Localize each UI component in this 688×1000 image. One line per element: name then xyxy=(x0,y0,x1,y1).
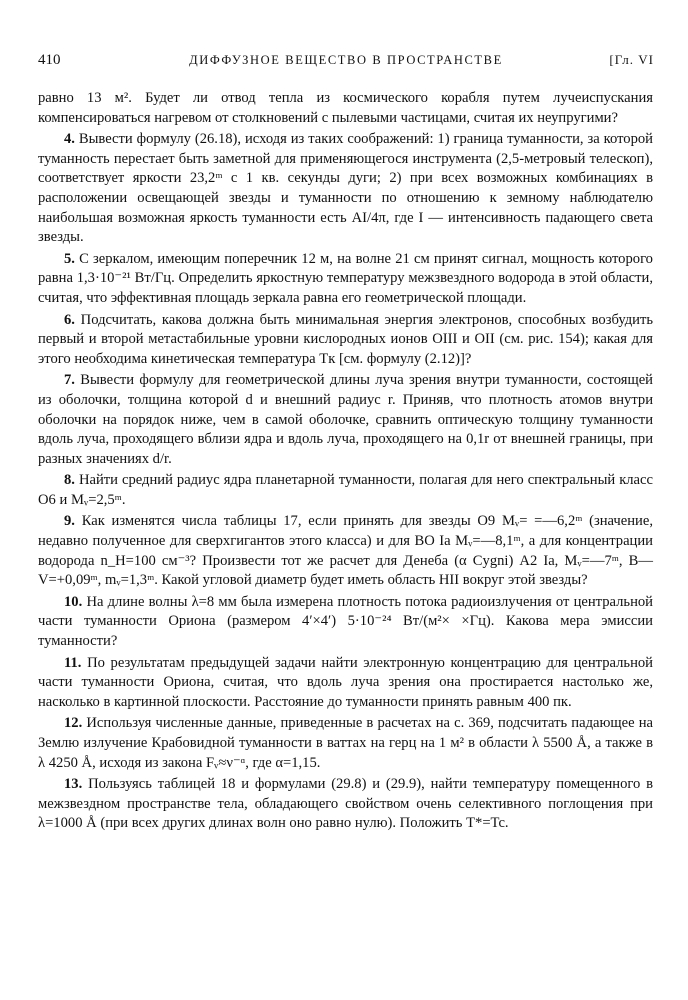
problem-text: Найти средний радиус ядра планетарной туманности, полагая для него спектральный класс O6 и Mᵥ=2,5ᵐ. xyxy=(38,472,653,508)
problem-13 xyxy=(38,775,653,834)
problem-number: 7. xyxy=(64,372,75,389)
problem-text: Подсчитать, какова должна быть минимальная энергия электронов, способных возбудить первый и второй метастабильные уровни кислородных ионов OIII и OII (см. рис. 154); какая для этого необходима кинетическая температура Tк [см. формулу (2.12)]? xyxy=(38,311,653,367)
chapter-label: [Гл. VI xyxy=(609,52,654,67)
problem-12 xyxy=(38,714,653,773)
problem-11 xyxy=(38,654,653,713)
problem-8 xyxy=(38,471,653,510)
problem-continuation xyxy=(38,89,653,128)
problem-number: 11. xyxy=(64,654,82,671)
problem-text: Как изменятся числа таблицы 17, если принять для звезды O9 Mᵥ= =—6,2ᵐ (значение, недавно полученное для сверхгигантов этого класса) и для BO Ia Mᵥ=—8,1ᵐ, а для концентрации водорода n_H=100 см⁻³? Произвести тот же расчет для Денеба (α Cygni) A2 Ia, Mᵥ=—7ᵐ, B—V=+0,09ᵐ, mᵥ=1,3ᵐ. Какой угловой диаметр будет иметь область HII вокруг этой звезды? xyxy=(38,513,653,589)
problem-number: 12. xyxy=(64,715,83,732)
problem-number: 8. xyxy=(64,472,75,489)
problem-text: равно 13 м². Будет ли отвод тепла из космического корабля путем лучеиспускания компенсироваться нагревом от столкновений с пылевыми частицами, считая их неупругими? xyxy=(38,90,653,126)
problem-number: 13. xyxy=(64,776,83,793)
problem-text: Используя численные данные, приведенные в расчетах на с. 369, подсчитать падающее на Землю излучение Крабовидной туманности в ваттах на герц на 1 м² в области λ 5500 Å, а также в λ 4250 Å, исходя из закона Fᵥ≈ν⁻ᵅ, где α=1,15. xyxy=(38,715,653,771)
problem-text: Вывести формулу для геометрической длины луча зрения внутри туманности, состоящей из оболочки, толщина которой d и внешний радиус r. Приняв, что плотность атомов внутри оболочки на порядок ниже, чем в самой оболочке, сравнить оптическую толщину туманности вдоль луча, проходящего вблизи ядра и вдоль луча, проходящего на 0,1r от внешней границы, при разных значениях d/r. xyxy=(38,372,653,467)
problem-number: 6. xyxy=(64,311,75,328)
problem-10 xyxy=(38,593,653,652)
problem-number: 9. xyxy=(64,513,75,530)
problem-number: 10. xyxy=(64,593,83,610)
problem-number: 5. xyxy=(64,250,75,267)
running-title: ДИФФУЗНОЕ ВЕЩЕСТВО В ПРОСТРАНСТВЕ xyxy=(189,53,503,67)
problem-text: Вывести формулу (26.18), исходя из таких соображений: 1) граница туманности, за которой туманность перестает быть заметной для применяющегося инструмента (2,5-метровый телескоп), соответствует яркости 23,2ᵐ с 1 кв. секунды дуги; 2) при всех возможных комбинациях в расположении освещающей звезды и туманности по отношению к земному наблюдателю наибольшая возможная яркость туманности есть AI/4π, где I — интенсивность падающего света звезды. xyxy=(38,131,653,246)
problem-9 xyxy=(38,512,653,590)
problem-5 xyxy=(38,250,653,309)
running-header xyxy=(38,49,654,71)
problem-text: Пользуясь таблицей 18 и формулами (29.8) и (29.9), найти температуру помещенного в межзвездном пространстве тела, обладающего свойством очень селективного поглощения при λ=1000 Å (при всех других длинах волн оно равно нулю). Положить T*=Tc. xyxy=(38,776,653,832)
problem-number: 4. xyxy=(64,131,75,148)
problem-text: На длине волны λ=8 мм была измерена плотность потока радиоизлучения от центральной части туманности Ориона (размером 4′×4′) 5·10⁻²⁴ Вт/(м²× ×Гц). Какова мера эмиссии туманности? xyxy=(38,593,653,650)
problem-6 xyxy=(38,311,653,370)
page-body xyxy=(38,89,653,836)
page-number: 410 xyxy=(38,52,61,68)
problem-4 xyxy=(38,130,653,248)
problem-7 xyxy=(38,371,653,469)
problem-text: По результатам предыдущей задачи найти электронную концентрацию для центральной части туманности Ориона, считая, что вдоль луча зрения она простирается настолько же, насколько в картинной плоскости. Расстояние до туманности принять равным 400 пк. xyxy=(38,654,653,710)
problem-text: С зеркалом, имеющим поперечник 12 м, на волне 21 см принят сигнал, мощность которого равна 1,3·10⁻²¹ Вт/Гц. Определить яркостную температуру межзвездного водорода в этой области, считая, что эффективная площадь зеркала равна его геометрической площади. xyxy=(38,250,653,306)
